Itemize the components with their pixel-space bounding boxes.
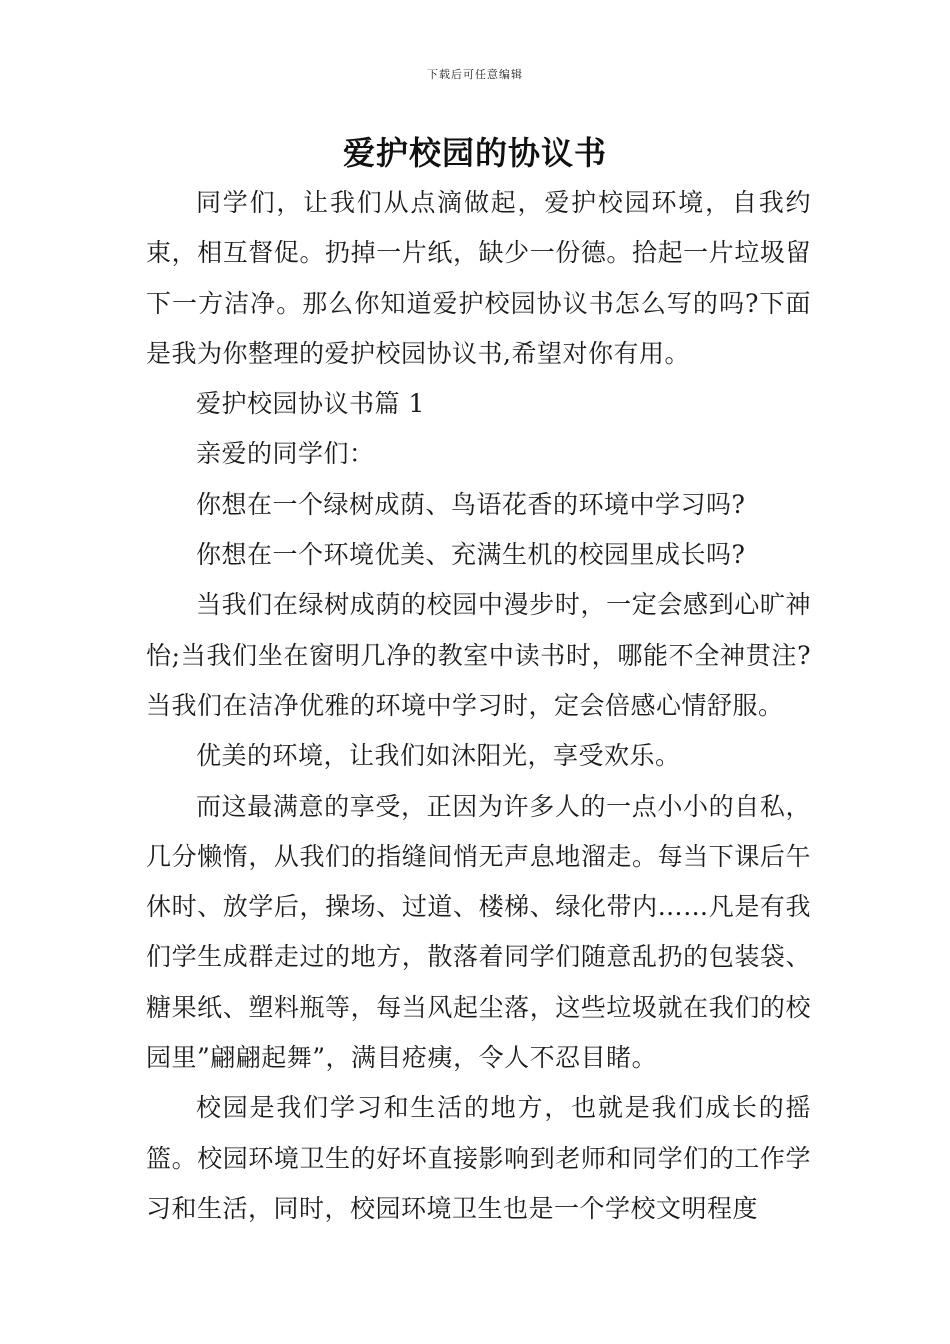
- paragraph-litter: 而这最满意的享受，正因为许多人的一点小小的自私，几分懒惰，从我们的指缝间悄无声息地溜走。每当下课后午休时、放学后，操场、过道、楼梯、绿化带内……凡是有我们学生成群走过的地方，散落着同学们随意乱扔的包装袋、糖果纸、塑料瓶等，每当风起尘落，这些垃圾就在我们的校园里”翩翩起舞”，满目疮痍，令人不忍目睹。: [146, 791, 811, 1073]
- document-body: [146, 178, 811, 1234]
- paragraph-intro: 同学们，让我们从点滴做起，爱护校园环境，自我约束，相互督促。扔掉一片纸，缺少一份德。拾起一片垃圾留下一方洁净。那么你知道爱护校园协议书怎么写的吗?下面是我为你整理的爱护校园协议书,希望对你有用。: [146, 188, 811, 368]
- paragraph-question-2: 你想在一个环境优美、充满生机的校园里成长吗?: [196, 540, 746, 570]
- paragraph-campus-walk: 当我们在绿树成荫的校园中漫步时，一定会感到心旷神怡;当我们坐在窗明几净的教室中读书时，哪能不全神贯注?当我们在洁净优雅的环境中学习时，定会倍感心情舒服。: [146, 590, 811, 720]
- paragraph-environment: 优美的环境，让我们如沐阳光，享受欢乐。: [196, 741, 681, 771]
- header-note: 下载后可任意编辑: [427, 68, 523, 81]
- paragraph-section-heading: 爱护校园协议书篇 1: [196, 389, 425, 419]
- paragraph-question-1: 你想在一个绿树成荫、鸟语花香的环境中学习吗?: [196, 489, 746, 519]
- document-title: 爱护校园的协议书: [342, 134, 607, 172]
- paragraph-salutation: 亲爱的同学们：: [196, 439, 375, 469]
- paragraph-cradle: 校园是我们学习和生活的地方，也就是我们成长的摇篮。校园环境卫生的好坏直接影响到老师和同学们的工作学习和生活，同时，校园环境卫生也是一个学校文明程度: [146, 1093, 811, 1223]
